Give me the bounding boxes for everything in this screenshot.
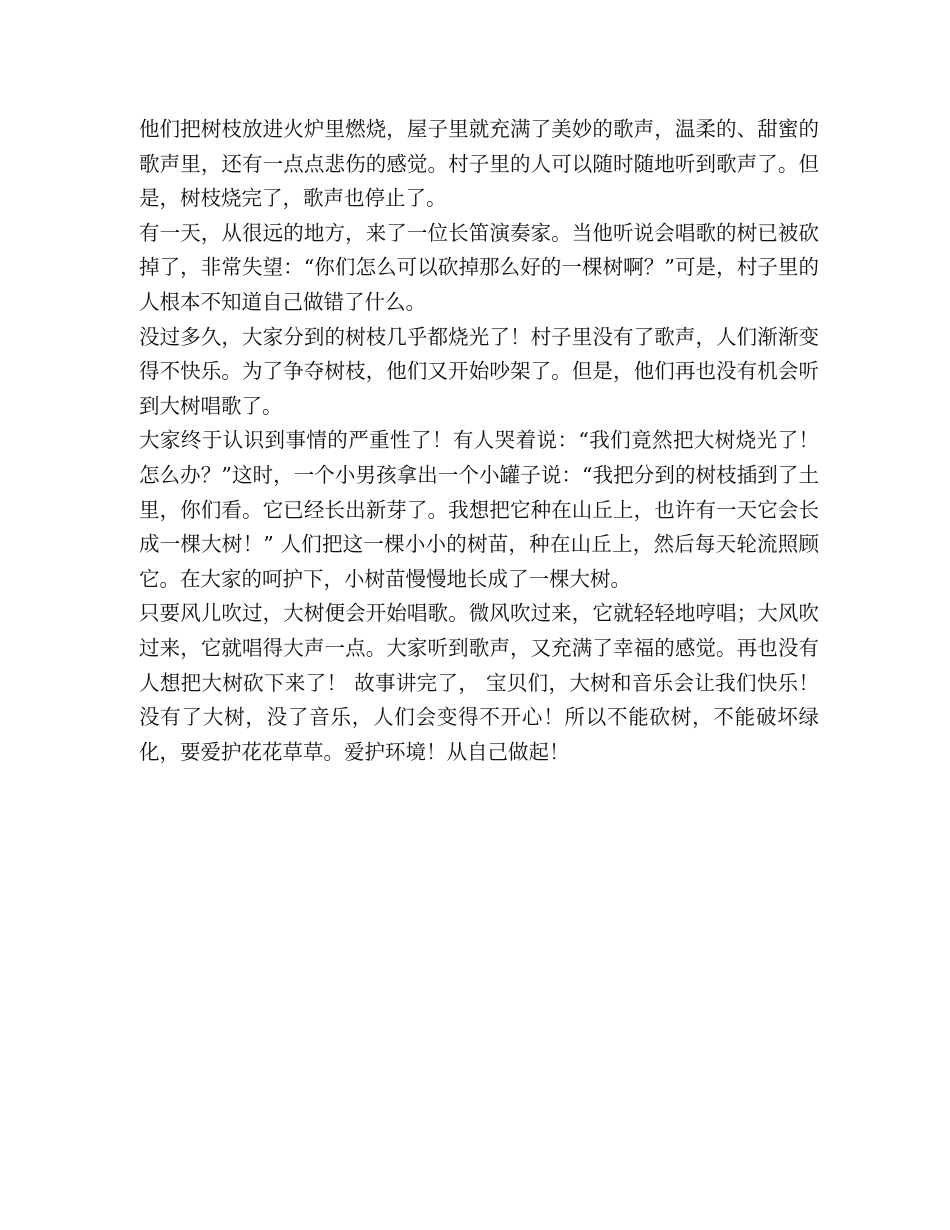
paragraph-3: 没过多久，大家分到的树枝几乎都烧光了！村子里没有了歌声，人们渐渐变得不快乐。为了争夺树枝，他们又开始吵架了。但是，他们再也没有机会听到大树唱歌了。 bbox=[139, 324, 819, 418]
story-text bbox=[139, 112, 819, 769]
paragraph-1: 他们把树枝放进火炉里燃烧，屋子里就充满了美妙的歌声，温柔的、甜蜜的歌声里，还有一点点悲伤的感觉。村子里的人可以随时随地听到歌声了。但是，树枝烧完了，歌声也停止了。 bbox=[139, 117, 819, 211]
paragraph-2: 有一天，从很远的地方，来了一位长笛演奏家。当他听说会唱歌的树已被砍掉了，非常失望：“你们怎么可以砍掉那么好的一棵树啊？”可是，村子里的人根本不知道自己做错了什么。 bbox=[139, 220, 819, 314]
paragraph-4: 大家终于认识到事情的严重性了！有人哭着说：“我们竟然把大树烧光了！怎么办？”这时，一个小男孩拿出一个小罐子说：“我把分到的树枝插到了土里，你们看。它已经长出新芽了。我想把它种在山丘上，也许有一天它会长成一棵大树！” 人们把这一棵小小的树苗，种在山丘上，然后每天轮流照顾它。在大家的呵护下，小树苗慢慢地长成了一棵大树。 bbox=[139, 428, 819, 591]
paragraph-5: 只要风儿吹过，大树便会开始唱歌。微风吹过来，它就轻轻地哼唱；大风吹过来，它就唱得大声一点。大家听到歌声，又充满了幸福的感觉。再也没有人想把大树砍下来了！ 故事讲完了， 宝贝们，大树和音乐会让我们快乐！没有了大树，没了音乐，人们会变得不开心！所以不能砍树，不能破坏绿化，要爱护花花草草。爱护环境！从自己做起！ bbox=[139, 601, 819, 764]
